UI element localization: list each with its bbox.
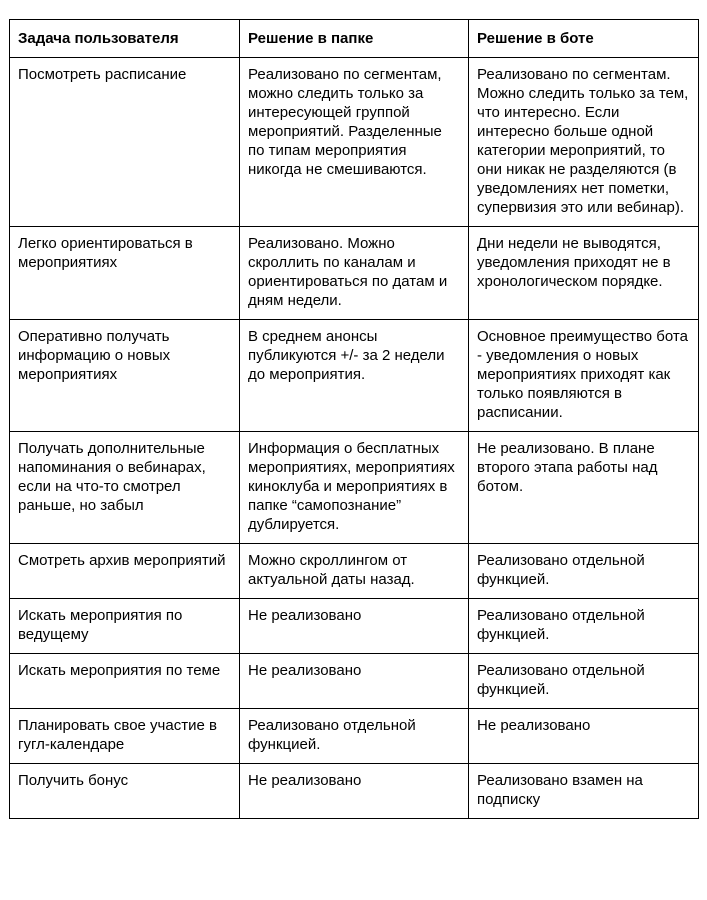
- cell-bot-solution: Дни недели не выводятся, уведомления приходят не в хронологическом порядке.: [469, 227, 699, 320]
- cell-user-task: Смотреть архив мероприятий: [10, 544, 240, 599]
- cell-folder-solution: Реализовано по сегментам, можно следить только за интересующей группой мероприятий. Разделенные по типам мероприятия никогда не смешиваются.: [240, 58, 469, 227]
- table-row: [10, 58, 699, 227]
- cell-folder-solution: Не реализовано: [240, 599, 469, 654]
- cell-folder-solution: В среднем анонсы публикуются +/- за 2 недели до мероприятия.: [240, 320, 469, 432]
- cell-folder-solution: Можно скроллингом от актуальной даты назад.: [240, 544, 469, 599]
- header-bot-solution: Решение в боте: [469, 20, 699, 58]
- table-row: [10, 709, 699, 764]
- header-folder-solution: Решение в папке: [240, 20, 469, 58]
- cell-user-task: Получать дополнительные напоминания о вебинарах, если на что-то смотрел раньше, но забыл: [10, 432, 240, 544]
- cell-folder-solution: Реализовано. Можно скроллить по каналам и ориентироваться по датам и дням недели.: [240, 227, 469, 320]
- table-row: [10, 320, 699, 432]
- table-row: [10, 544, 699, 599]
- cell-bot-solution: Реализовано отдельной функцией.: [469, 544, 699, 599]
- cell-bot-solution: Основное преимущество бота - уведомления о новых мероприятиях приходят как только появляются в расписании.: [469, 320, 699, 432]
- cell-user-task: Планировать свое участие в гугл-календаре: [10, 709, 240, 764]
- header-user-task: Задача пользователя: [10, 20, 240, 58]
- cell-folder-solution: Информация о бесплатных мероприятиях, мероприятиях киноклуба и мероприятиях в папке “самопознание” дублируется.: [240, 432, 469, 544]
- cell-bot-solution: Не реализовано. В плане второго этапа работы над ботом.: [469, 432, 699, 544]
- cell-bot-solution: Реализовано по сегментам. Можно следить только за тем, что интересно. Если интересно больше одной категории мероприятий, то они никак не разделяются (в уведомлениях нет пометки, супервизия это или вебинар).: [469, 58, 699, 227]
- cell-bot-solution: Не реализовано: [469, 709, 699, 764]
- table-row: [10, 764, 699, 819]
- cell-bot-solution: Реализовано взамен на подписку: [469, 764, 699, 819]
- cell-user-task: Получить бонус: [10, 764, 240, 819]
- cell-folder-solution: Не реализовано: [240, 764, 469, 819]
- cell-folder-solution: Не реализовано: [240, 654, 469, 709]
- cell-bot-solution: Реализовано отдельной функцией.: [469, 599, 699, 654]
- table-row: [10, 227, 699, 320]
- table-row: [10, 599, 699, 654]
- comparison-table: [9, 19, 699, 819]
- cell-user-task: Оперативно получать информацию о новых мероприятиях: [10, 320, 240, 432]
- cell-bot-solution: Реализовано отдельной функцией.: [469, 654, 699, 709]
- cell-user-task: Искать мероприятия по ведущему: [10, 599, 240, 654]
- cell-user-task: Искать мероприятия по теме: [10, 654, 240, 709]
- cell-folder-solution: Реализовано отдельной функцией.: [240, 709, 469, 764]
- cell-user-task: Легко ориентироваться в мероприятиях: [10, 227, 240, 320]
- table-row: [10, 654, 699, 709]
- table-header-row: [10, 20, 699, 58]
- table-row: [10, 432, 699, 544]
- cell-user-task: Посмотреть расписание: [10, 58, 240, 227]
